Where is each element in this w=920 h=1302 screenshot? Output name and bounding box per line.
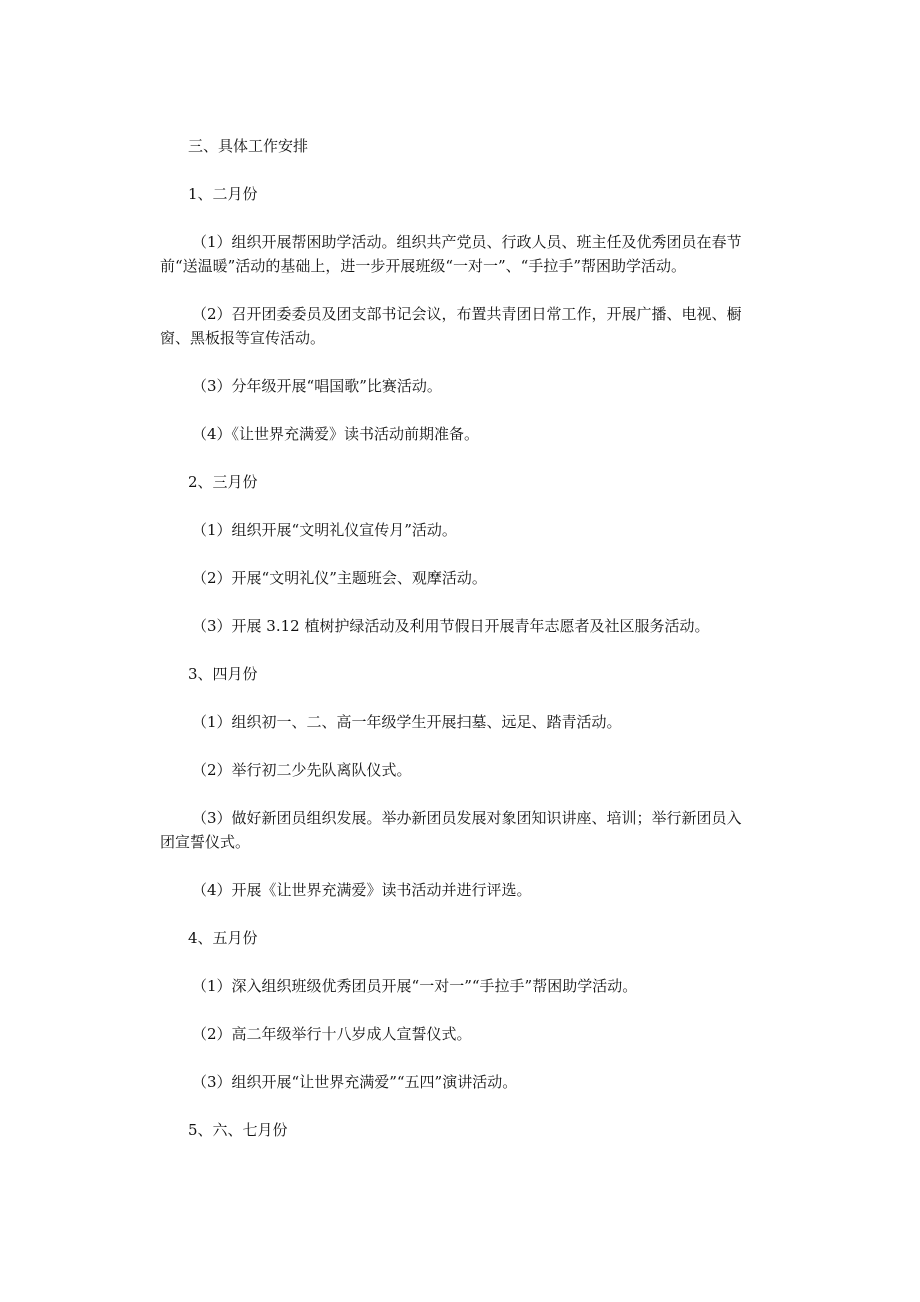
item-line: 窗、黑板报等宣传活动。 (160, 329, 326, 347)
item-line: （3）做好新团员组织发展。举办新团员发展对象团知识讲座、培训；举行新团员入 (192, 809, 742, 827)
item-line: （1）组织开展帮困助学活动。组织共产党员、行政人员、班主任及优秀团员在春节 (192, 233, 742, 251)
document-body (160, 134, 794, 1166)
month-heading-february: 1、二月份 (188, 185, 258, 203)
item-line: （2）开展“文明礼仪”主题班会、观摩活动。 (192, 569, 487, 587)
item-may-3 (188, 1070, 794, 1094)
item-line: （4）开展《让世界充满爱》读书活动并进行评选。 (192, 881, 532, 899)
item-line: （2）举行初二少先队离队仪式。 (192, 761, 412, 779)
item-line: （1）组织初一、二、高一年级学生开展扫墓、远足、踏青活动。 (192, 713, 622, 731)
item-line: （2）召开团委委员及团支部书记会议，布置共青团日常工作，开展广播、电视、橱 (192, 305, 742, 323)
item-mar-2 (188, 566, 794, 590)
section-title: 三、具体工作安排 (188, 137, 309, 155)
item-mar-1 (188, 518, 794, 542)
item-line: （2）高二年级举行十八岁成人宣誓仪式。 (192, 1025, 472, 1043)
item-line: （3）分年级开展“唱国歌”比赛活动。 (192, 377, 442, 395)
item-line: （3）开展 3.12 植树护绿活动及利用节假日开展青年志愿者及社区服务活动。 (192, 617, 710, 635)
item-line: 团宣誓仪式。 (160, 833, 251, 851)
item-feb-1 (160, 230, 794, 278)
item-mar-3 (188, 614, 794, 638)
item-may-1 (188, 974, 794, 998)
item-line: 前“送温暖”活动的基础上，进一步开展班级“一对一”、“手拉手”帮困助学活动。 (160, 257, 687, 275)
month-heading-april: 3、四月份 (188, 665, 258, 683)
item-line: （3）组织开展“让世界充满爱”“五四”演讲活动。 (192, 1073, 518, 1091)
item-apr-3 (160, 806, 794, 854)
item-line: （4）《让世界充满爱》读书活动前期准备。 (192, 425, 480, 443)
month-heading-may: 4、五月份 (188, 929, 258, 947)
item-apr-1 (188, 710, 794, 734)
item-feb-4 (188, 422, 794, 446)
item-feb-2 (160, 302, 794, 350)
item-line: （1）深入组织班级优秀团员开展“一对一”“手拉手”帮困助学活动。 (192, 977, 638, 995)
month-heading-march: 2、三月份 (188, 473, 258, 491)
item-line: （1）组织开展“文明礼仪宣传月”活动。 (192, 521, 457, 539)
item-apr-4 (188, 878, 794, 902)
item-feb-3 (188, 374, 794, 398)
item-may-2 (188, 1022, 794, 1046)
month-heading-june-july: 5、六、七月份 (188, 1121, 288, 1139)
item-apr-2 (188, 758, 794, 782)
